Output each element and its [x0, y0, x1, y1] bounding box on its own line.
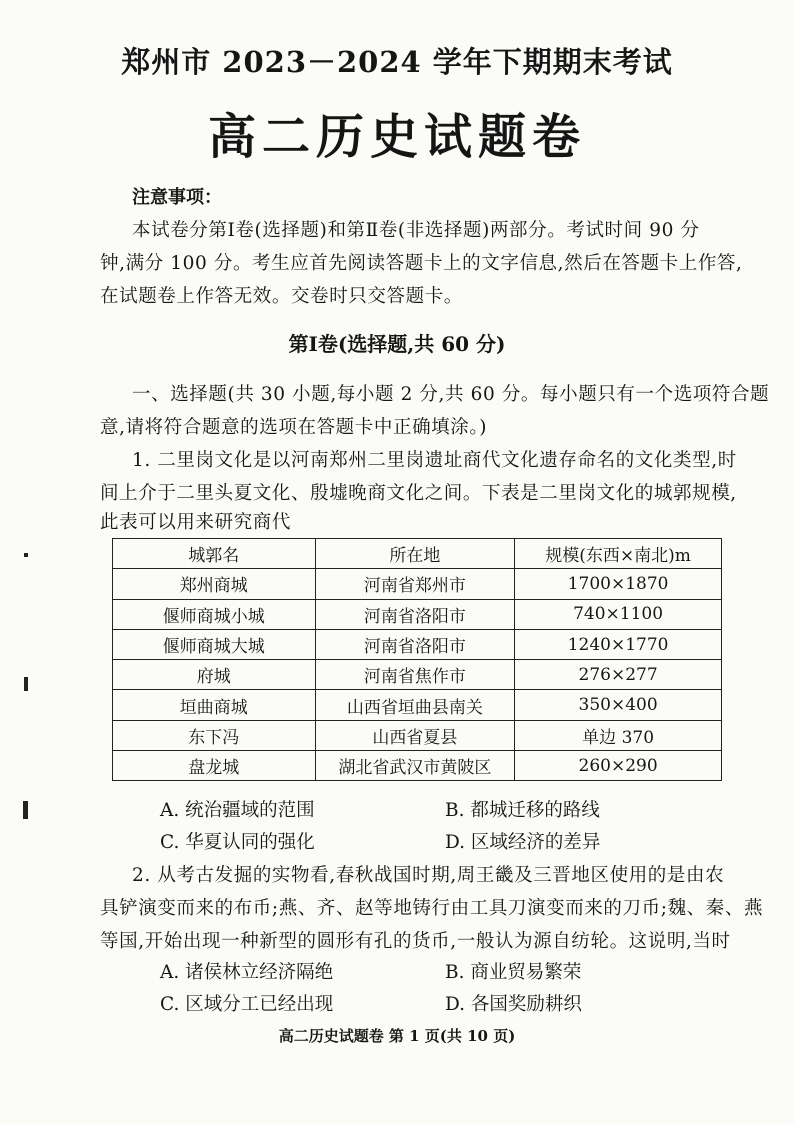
table-row: [113, 720, 722, 750]
question-1-stem: 1. 二里岗文化是以河南郑州二里岗遗址商代文化遗存命名的文化类型,时: [132, 450, 737, 471]
table-cell: 河南省洛阳市: [315, 629, 515, 659]
question-1-option-c: C. 华夏认同的强化: [160, 832, 315, 853]
scan-mark: [24, 553, 28, 557]
table-cell: 1240×1770: [515, 629, 722, 659]
table-cell: 湖北省武汉市黄陂区: [315, 751, 515, 781]
question-2-option-b: B. 商业贸易繁荣: [445, 962, 582, 983]
question-1-option-d: D. 区域经济的差异: [445, 832, 601, 853]
table-cell: 山西省夏县: [315, 720, 515, 750]
table-cell: 东下冯: [113, 720, 316, 750]
table-cell: 1700×1870: [515, 569, 722, 599]
table-cell: 府城: [113, 660, 316, 690]
section-title: 第Ⅰ卷(选择题,共 60 分): [288, 332, 506, 356]
question-2-option-a: A. 诸侯林立经济隔绝: [160, 962, 334, 983]
question-2-option-c: C. 区域分工已经出现: [160, 994, 334, 1015]
table-row: [113, 629, 722, 659]
page-footer: 高二历史试题卷 第 1 页(共 10 页): [278, 1027, 516, 1045]
table-cell: 740×1100: [515, 599, 722, 629]
question-1-stem: 此表可以用来研究商代: [100, 512, 292, 533]
instruction-line: 一、选择题(共 30 小题,每小题 2 分,共 60 分。每小题只有一个选项符合题: [132, 384, 770, 405]
table-cell: 河南省洛阳市: [315, 599, 515, 629]
table-cell: 郑州商城: [113, 569, 316, 599]
table-cell: 偃师商城大城: [113, 629, 316, 659]
paper-title: 高二历史试题卷: [207, 109, 586, 165]
instruction-line: 意,请将符合题意的选项在答题卡中正确填涂。): [100, 417, 488, 438]
notice-line: 本试卷分第Ⅰ卷(选择题)和第Ⅱ卷(非选择题)两部分。考试时间 90 分: [132, 220, 700, 241]
question-2-stem: 具铲演变而来的布币;燕、齐、赵等地铸行由工具刀演变而来的刀币;魏、秦、燕: [100, 898, 764, 919]
table-cell: 河南省郑州市: [315, 569, 515, 599]
table-cell: 盘龙城: [113, 751, 316, 781]
table-cell: 260×290: [515, 751, 722, 781]
scan-mark: [24, 677, 28, 691]
question-2-option-d: D. 各国奖励耕织: [445, 994, 582, 1015]
table-cell: 350×400: [515, 690, 722, 720]
table-cell: 河南省焦作市: [315, 660, 515, 690]
city-scale-table: [112, 538, 722, 781]
table-cell: 山西省垣曲县南关: [315, 690, 515, 720]
table-row: [113, 569, 722, 599]
question-2-stem: 等国,开始出现一种新型的圆形有孔的货币,一般认为源自纺轮。这说明,当时: [100, 931, 731, 952]
exam-title: 郑州市 2023－2024 学年下期期末考试: [121, 45, 673, 79]
table-header: 所在地: [315, 539, 515, 569]
table-cell: 单边 370: [515, 720, 722, 750]
question-1-stem: 间上介于二里头夏文化、殷墟晚商文化之间。下表是二里岗文化的城郭规模,: [100, 483, 737, 504]
question-1-option-a: A. 统治疆域的范围: [160, 800, 315, 821]
table-header-row: [113, 539, 722, 569]
notice-line: 钟,满分 100 分。考生应首先阅读答题卡上的文字信息,然后在答题卡上作答,: [100, 253, 743, 274]
table-header: 城郭名: [113, 539, 316, 569]
notice-title: 注意事项：: [132, 187, 222, 208]
table-header: 规模(东西×南北)m: [515, 539, 722, 569]
table-row: [113, 690, 722, 720]
question-1-option-b: B. 都城迁移的路线: [445, 800, 600, 821]
table-row: [113, 751, 722, 781]
table-cell: 276×277: [515, 660, 722, 690]
question-2-stem: 2. 从考古发掘的实物看,春秋战国时期,周王畿及三晋地区使用的是由农: [132, 865, 725, 886]
notice-line: 在试题卷上作答无效。交卷时只交答题卡。: [100, 286, 463, 307]
table-row: [113, 599, 722, 629]
table-cell: 垣曲商城: [113, 690, 316, 720]
table-row: [113, 660, 722, 690]
table-cell: 偃师商城小城: [113, 599, 316, 629]
scan-mark: [23, 801, 28, 819]
